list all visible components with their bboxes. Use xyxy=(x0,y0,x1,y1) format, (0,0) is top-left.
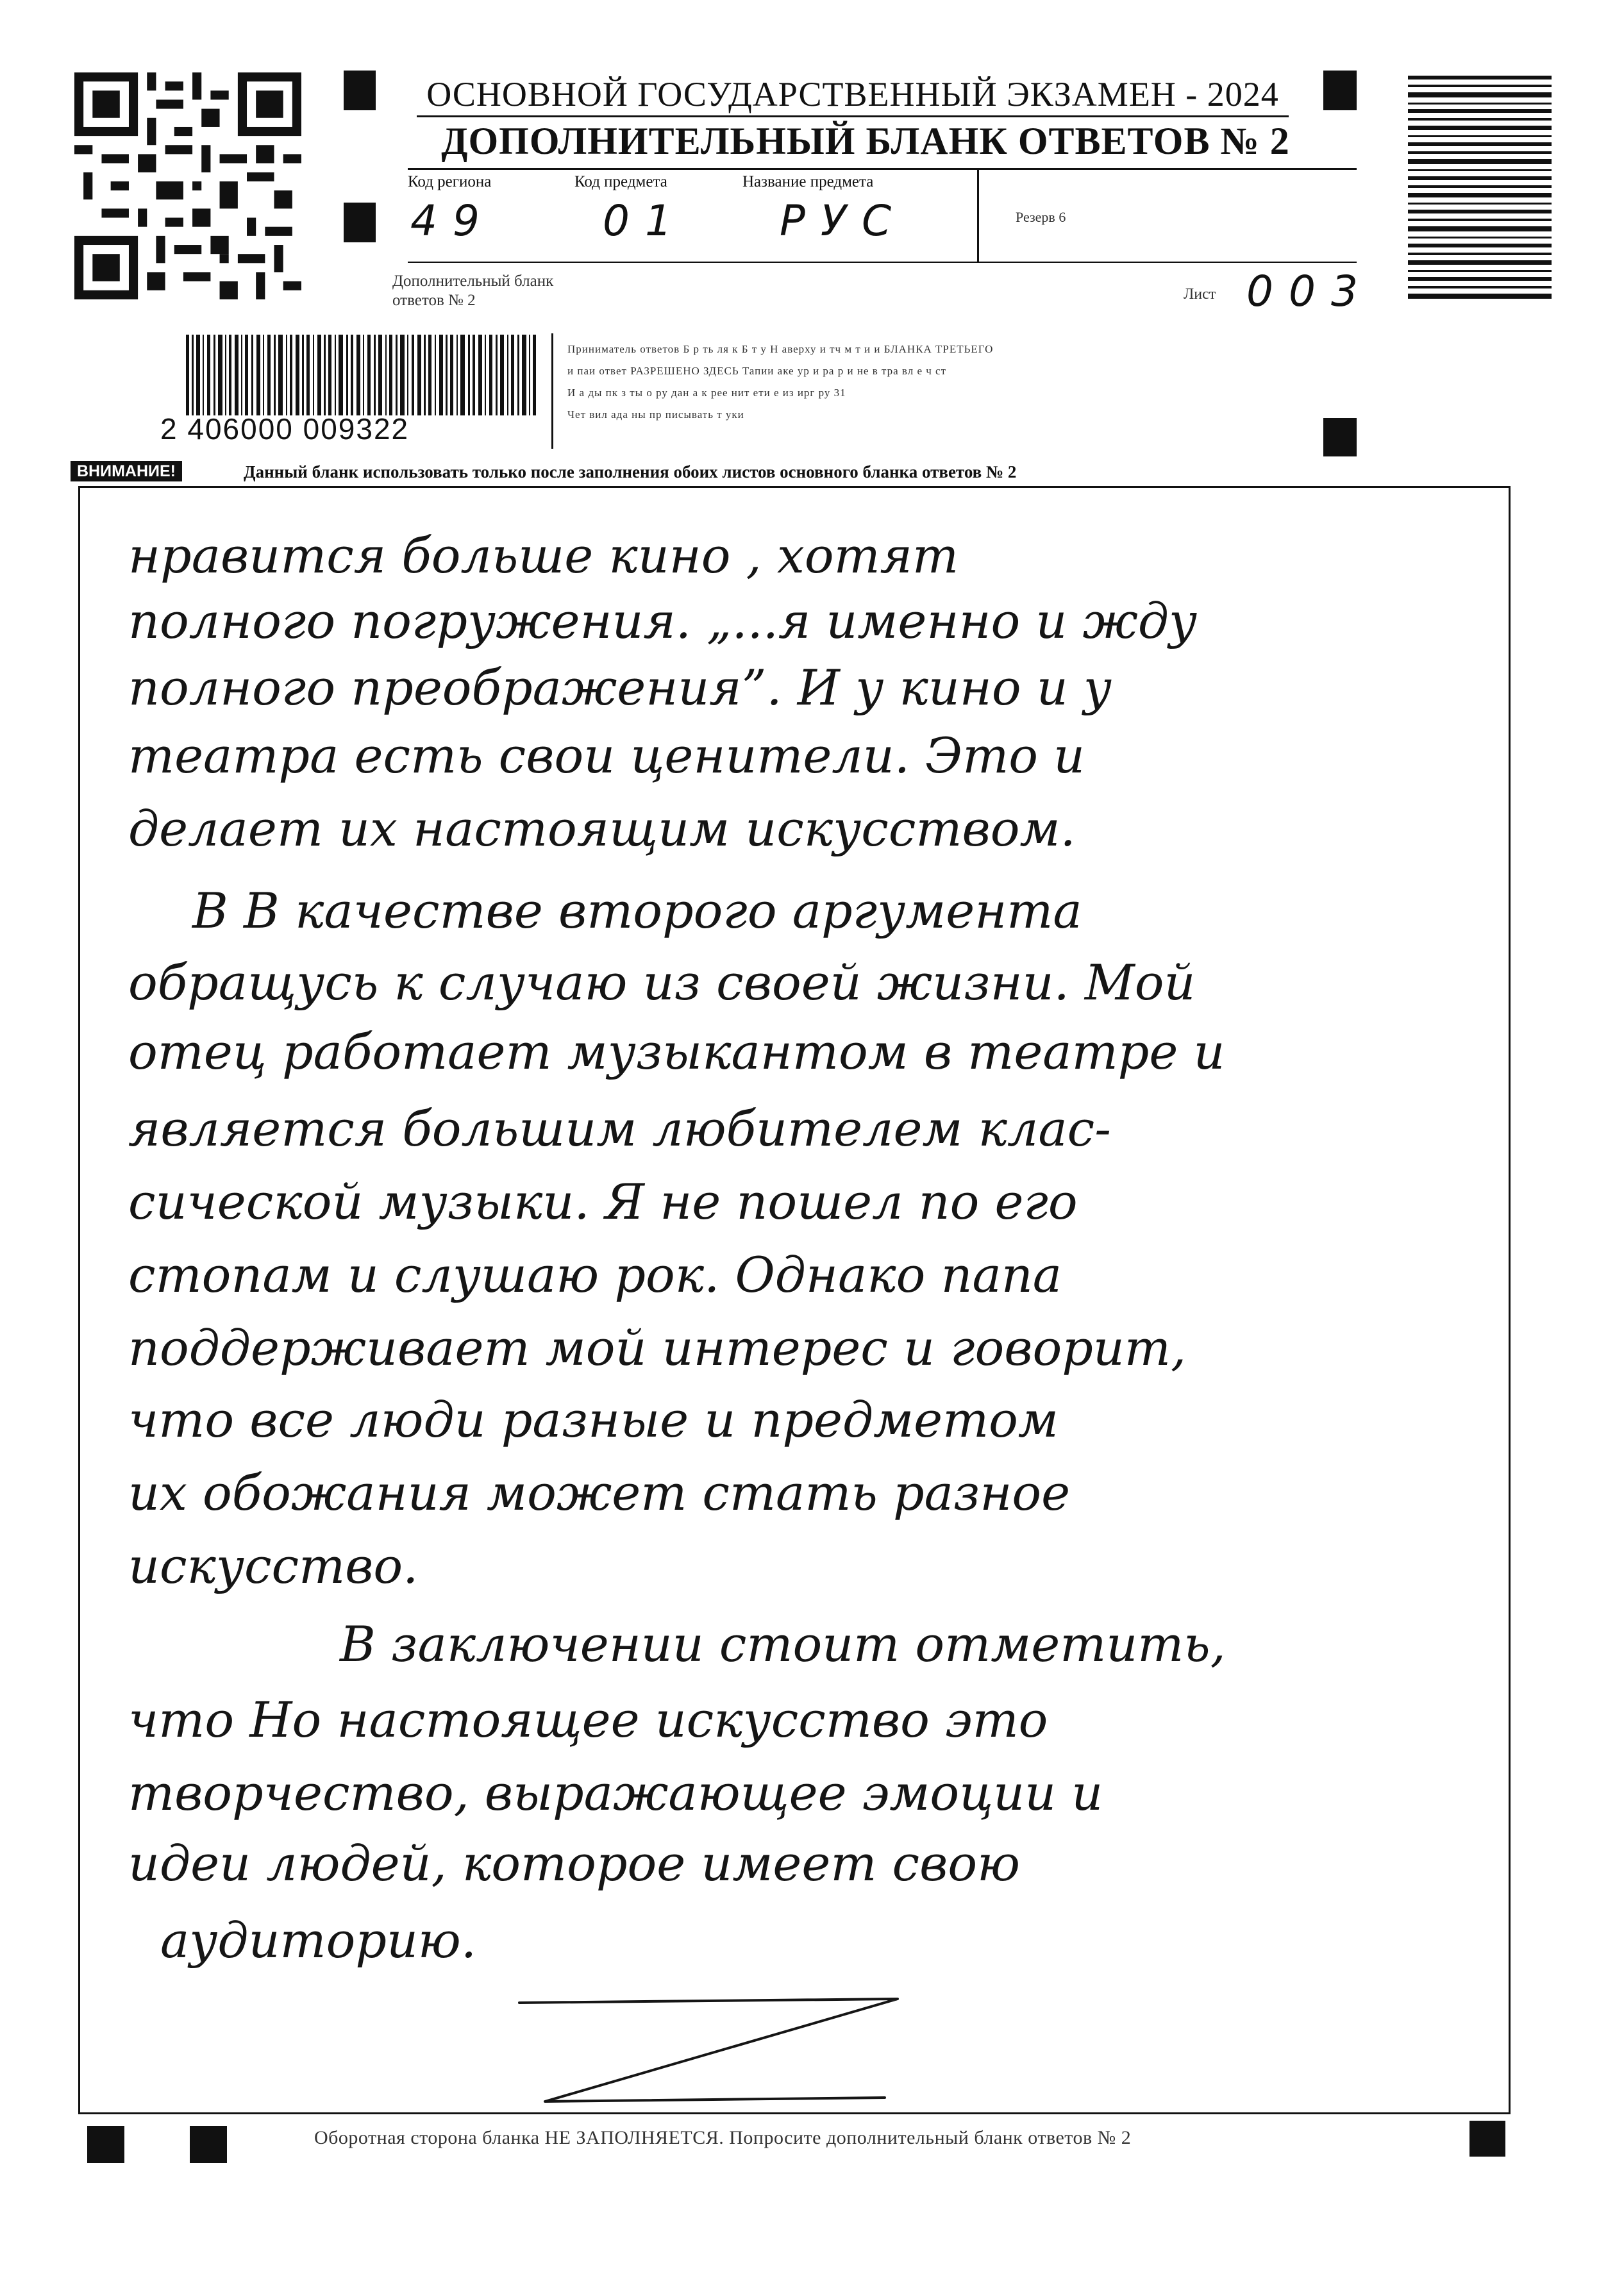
registration-marker xyxy=(1469,2121,1505,2157)
region-label: Код региона xyxy=(408,173,492,190)
closing-z-mark xyxy=(500,1994,910,2109)
title-rule xyxy=(417,115,1289,117)
answer-line: поддерживает мой интерес и говорит, xyxy=(128,1319,1187,1376)
registration-marker xyxy=(344,203,376,242)
subject-name-label: Название предмета xyxy=(742,173,874,190)
answer-line: театра есть свои ценители. Это и xyxy=(128,727,1085,784)
form-title: ДОПОЛНИТЕЛЬНЫЙ БЛАНК ОТВЕТОВ № 2 xyxy=(441,120,1290,162)
region-value: 49 xyxy=(410,196,495,246)
answer-line: их обожания может стать разное xyxy=(128,1464,1071,1521)
barcode xyxy=(186,335,536,415)
answer-line: полного преображения”. И у кино и у xyxy=(128,659,1112,716)
instruction-line: Приниматель ответов Б р ть ля к Б т у Н аверху и тч м т и и БЛАНКА ТРЕТЬЕГО xyxy=(567,343,994,355)
answer-line: искусство. xyxy=(128,1537,419,1594)
header-divider xyxy=(551,333,553,449)
extra-form-label: Дополнительный бланк ответов № 2 xyxy=(392,272,554,309)
header-divider xyxy=(408,168,1357,170)
reserve-label: Резерв 6 xyxy=(1016,209,1066,225)
instruction-line: Чет вил ада ны пр писывать т уки xyxy=(567,408,744,421)
header-divider xyxy=(408,262,1357,263)
subject-code-label: Код предмета xyxy=(574,173,667,190)
sheet-label: Лист xyxy=(1184,286,1216,303)
answer-line: нравится больше кино , хотят xyxy=(128,527,959,584)
instruction-line: и паи ответ РАЗРЕШЕНО ЗДЕСЬ Тапии аке ур и ра р и не в тра вл е ч ст xyxy=(567,365,947,377)
registration-marker xyxy=(1323,71,1357,110)
subject-name-value: РУС xyxy=(780,196,907,246)
answer-line: сической музыки. Я не пошел по его xyxy=(128,1173,1078,1230)
answer-line: стопам и слушаю рок. Однако папа xyxy=(128,1246,1062,1303)
answer-line: что Но настоящее искусство это xyxy=(128,1691,1048,1748)
footer-note: Оборотная сторона бланка НЕ ЗАПОЛНЯЕТСЯ. Попросите дополнительный бланк ответов № 2 xyxy=(314,2127,1132,2148)
sheet-value: 003 xyxy=(1246,267,1373,316)
answer-line: В заключении стоит отметить, xyxy=(340,1616,1226,1673)
answer-line: что все люди разные и предметом xyxy=(128,1391,1059,1448)
qr-code xyxy=(74,71,301,301)
attention-badge: ВНИМАНИЕ! xyxy=(71,461,182,481)
answer-line: творчество, выражающее эмоции и xyxy=(128,1764,1103,1821)
answer-line: обращусь к случаю из своей жизни. Мой xyxy=(128,954,1196,1011)
answer-line: делает их настоящим искусством. xyxy=(128,800,1076,857)
subject-code-value: 01 xyxy=(603,196,687,246)
instructions xyxy=(567,338,1362,426)
registration-marker xyxy=(190,2126,227,2163)
answer-line: В В качестве второго аргумента xyxy=(192,882,1082,939)
exam-title: ОСНОВНОЙ ГОСУДАРСТВЕННЫЙ ЭКЗАМЕН - 2024 xyxy=(426,75,1279,113)
attention-text: Данный бланк использовать только после заполнения обоих листов основного бланка ответов № 2 xyxy=(244,462,1017,481)
answer-line: отец работает музыкантом в театре и xyxy=(128,1023,1225,1080)
answer-line: идеи людей, которое имеет свою xyxy=(128,1835,1021,1892)
registration-marker xyxy=(344,71,376,110)
side-barcode xyxy=(1408,76,1552,300)
header-divider xyxy=(977,168,979,263)
answer-line: является большим любителем клас- xyxy=(128,1100,1111,1157)
answer-line: аудиторию. xyxy=(160,1912,476,1969)
attention-bar xyxy=(71,461,1262,481)
barcode-number: 2 406000 009322 xyxy=(160,412,410,446)
instruction-line: И а ды пк з ты о ру дан а к рее нит ети е из ирг ру 31 xyxy=(567,387,846,399)
answer-line: полного погружения. „...я именно и жду xyxy=(128,592,1198,649)
registration-marker xyxy=(87,2126,124,2163)
